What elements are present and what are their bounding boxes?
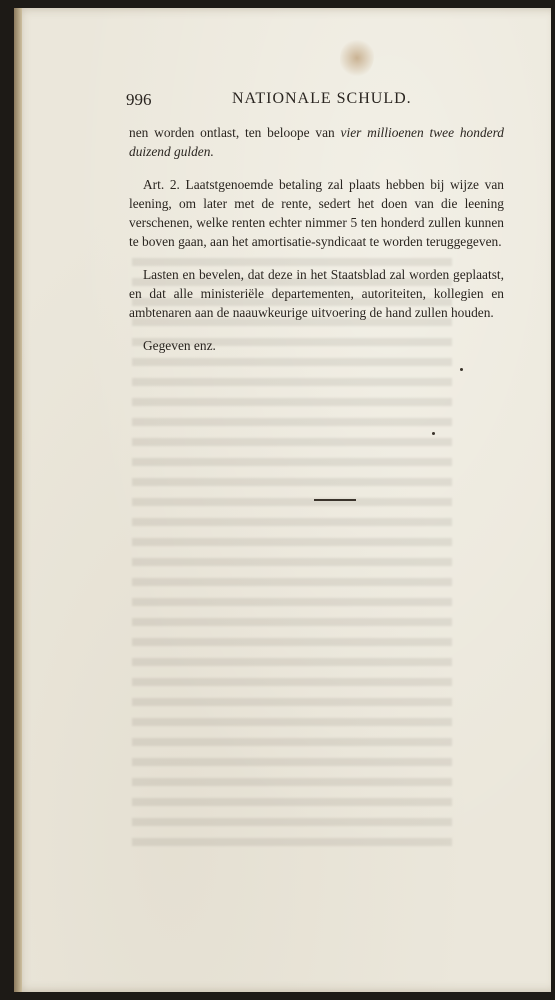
running-title: NATIONALE SCHULD. <box>232 90 412 107</box>
paragraph-continuation <box>129 123 504 161</box>
body-text <box>129 123 504 369</box>
page-header <box>126 90 426 114</box>
paragraph-continuation-text: nen worden ontlast, ten beloope van <box>129 125 341 140</box>
paragraph-continuation-italic: vier millioenen twee honderd duizend gulden. <box>129 125 504 159</box>
paragraph-mandate: Lasten en bevelen, dat deze in het Staatsblad zal worden geplaatst, en dat alle ministeriële departementen, autoriteiten, kollegien en ambtenaren aan de naauwkeurige uitvoering de hand zullen houden. <box>129 267 504 320</box>
closing-rule <box>314 499 356 501</box>
page-binding-edge <box>14 8 22 992</box>
paper-stain <box>340 38 374 78</box>
ink-speck <box>460 368 463 371</box>
paragraph-closing: Gegeven enz. <box>143 338 216 353</box>
book-page <box>14 8 551 992</box>
paragraph-article-2: Art. 2. Laatstgenoemde betaling zal plaats hebben bij wijze van leening, om later met de rente, sedert het doen van die leening verschenen, welke renten echter nimmer 5 ten honderd zullen kunnen te boven gaan, aan het amortisatie-syndicaat te worden teruggegeven. <box>129 177 504 249</box>
ink-speck <box>432 432 435 435</box>
page-number: 996 <box>126 90 152 109</box>
